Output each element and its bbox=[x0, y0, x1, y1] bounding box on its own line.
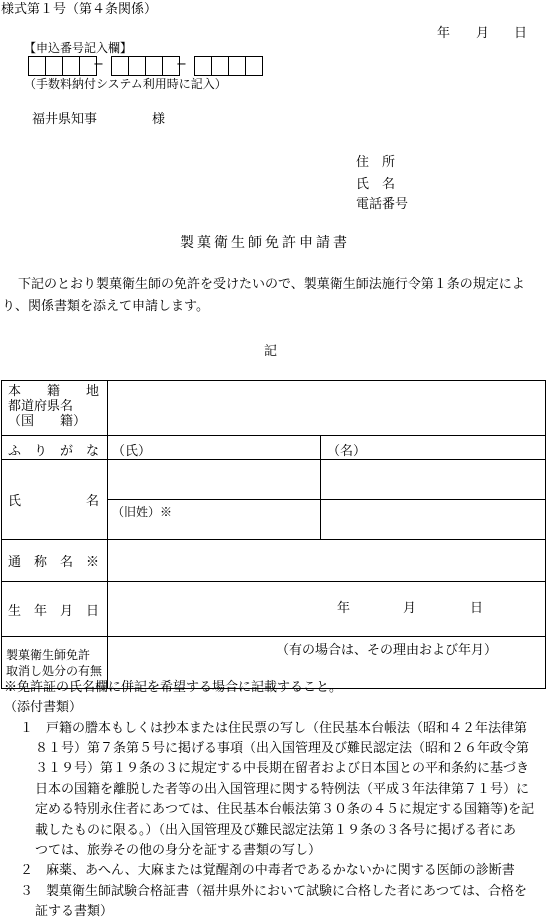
domicile-row bbox=[2, 381, 546, 436]
attachment-item-2: ２ 麻薬、あへん、大麻または覚醒剤の中毒者であるかないかに関する医師の診断書 bbox=[20, 863, 515, 879]
revocation-label-line-2: 取消し処分の有無 bbox=[6, 663, 103, 678]
furigana-label: ふ り が な bbox=[8, 444, 100, 459]
request-text-line-1: 下記のとおり製菓衛生師の免許を受けたいので、製菓衛生師法施行令第１条の規定によ bbox=[18, 277, 525, 292]
attachment-item-1-line: 載したものに限る。）（出入国管理及び難民認定法第１９条の３各号に掲げる者にあ bbox=[35, 822, 517, 838]
birthdate-month: 月 bbox=[403, 601, 417, 616]
maiden-name-input[interactable] bbox=[108, 500, 321, 540]
asterisk-note: ※免許証の氏名欄に併記を希望する場合に記載すること。 bbox=[4, 680, 343, 695]
application-table bbox=[1, 380, 546, 689]
attachment-item-1-line: ３１９号）第１９条の３に規定する中長期在留者および日本国との平和条約に基づき bbox=[35, 761, 530, 777]
date-day: 日 bbox=[514, 26, 528, 41]
attachment-item-1-line: ８１号）第７条第５号に掲げる事項（出入国管理及び難民認定法（昭和２６年政令第 bbox=[35, 741, 530, 757]
applicant-name-label: 氏 名 bbox=[356, 177, 396, 192]
application-digit-box[interactable] bbox=[62, 56, 80, 76]
application-digit-box[interactable] bbox=[145, 56, 163, 76]
ki-heading: 記 bbox=[264, 344, 278, 359]
date-year: 年 bbox=[437, 26, 451, 41]
attachment-item-3-line: 証する書類） bbox=[35, 904, 114, 919]
name-label-cell bbox=[2, 460, 108, 540]
attachment-item-1-line: 日本の国籍を離脱した者等の出入国管理に関する特例法（平成３年法律第７１号）に bbox=[35, 781, 530, 797]
alias-label: 通 称 名 ※ bbox=[8, 555, 100, 570]
birthdate-input[interactable] bbox=[108, 582, 546, 637]
alias-row bbox=[2, 540, 546, 582]
request-text-line-2: り、関係書類を添えて申請します。 bbox=[2, 299, 209, 314]
revocation-label-line-1: 製菓衛生師免許 bbox=[6, 647, 91, 662]
maiden-given-input[interactable] bbox=[321, 500, 546, 540]
maiden-name-label: （旧姓）※ bbox=[112, 505, 173, 519]
name-row-upper bbox=[2, 460, 546, 500]
domicile-label: 本 籍 地 bbox=[8, 384, 100, 399]
attachment-item-1-line: １ 戸籍の謄本もしくは抄本または住民票の写し（住民基本台帳法（昭和４２年法律第 bbox=[20, 720, 528, 736]
application-digit-box[interactable] bbox=[111, 56, 129, 76]
attachment-item-1-line: つては、旅券その他の身分を証する書類の写し） bbox=[35, 842, 322, 858]
furigana-given-input[interactable] bbox=[321, 436, 546, 460]
prefecture-label: 都道府県名 bbox=[8, 399, 74, 414]
attachment-item-1-line: 定める特別永住者にあつては、住民基本台帳法第３０条の４５に規定する国籍等)を記 bbox=[35, 802, 535, 818]
applicant-address-label: 住 所 bbox=[356, 155, 396, 170]
date-month: 月 bbox=[476, 26, 490, 41]
furigana-surname-label: （氏） bbox=[112, 444, 152, 459]
furigana-row bbox=[2, 436, 546, 460]
document-title: 製菓衛生師免許申請書 bbox=[180, 235, 350, 251]
application-digit-box[interactable] bbox=[245, 56, 263, 76]
domicile-input[interactable] bbox=[108, 381, 546, 436]
attached-documents-heading: （添付書類） bbox=[4, 700, 83, 716]
name-label: 氏 名 bbox=[8, 494, 100, 509]
application-number-note: （手数料納付システム利用時に記入） bbox=[24, 77, 227, 91]
application-digit-box[interactable] bbox=[45, 56, 63, 76]
application-number-dash: − bbox=[176, 57, 187, 72]
given-name-input[interactable] bbox=[321, 460, 546, 500]
nationality-label: （国 籍） bbox=[8, 414, 87, 429]
application-number-dash: − bbox=[93, 57, 104, 72]
revocation-note: （有の場合は、その理由および年月） bbox=[276, 643, 498, 658]
birthdate-label: 生 年 月 日 bbox=[8, 603, 100, 619]
addressee-honorific: 様 bbox=[152, 112, 166, 127]
application-digit-box[interactable] bbox=[194, 56, 212, 76]
surname-input[interactable] bbox=[108, 460, 321, 500]
birthdate-row bbox=[2, 582, 546, 637]
form-number: 様式第１号（第４条関係） bbox=[1, 2, 158, 17]
application-digit-box[interactable] bbox=[128, 56, 146, 76]
furigana-surname-input[interactable] bbox=[108, 436, 321, 460]
application-digit-box[interactable] bbox=[228, 56, 246, 76]
applicant-phone-label: 電話番号 bbox=[356, 197, 409, 212]
application-number-label: 【申込番号記入欄】 bbox=[24, 41, 133, 55]
application-digit-box[interactable] bbox=[211, 56, 229, 76]
attachment-item-3-line: ３ 製菓衛生師試験合格証書（福井県外において試験に合格した者にあつては、合格を bbox=[20, 883, 528, 899]
furigana-label-cell bbox=[2, 436, 108, 460]
alias-label-cell bbox=[2, 540, 108, 582]
addressee-name: 福井県知事 bbox=[32, 112, 98, 127]
domicile-label-cell bbox=[2, 381, 108, 436]
furigana-given-label: （名） bbox=[327, 444, 367, 459]
birthdate-label-cell bbox=[2, 582, 108, 637]
alias-input[interactable] bbox=[108, 540, 546, 582]
application-digit-box[interactable] bbox=[28, 56, 46, 76]
birthdate-day: 日 bbox=[470, 601, 484, 616]
birthdate-year: 年 bbox=[337, 601, 351, 616]
